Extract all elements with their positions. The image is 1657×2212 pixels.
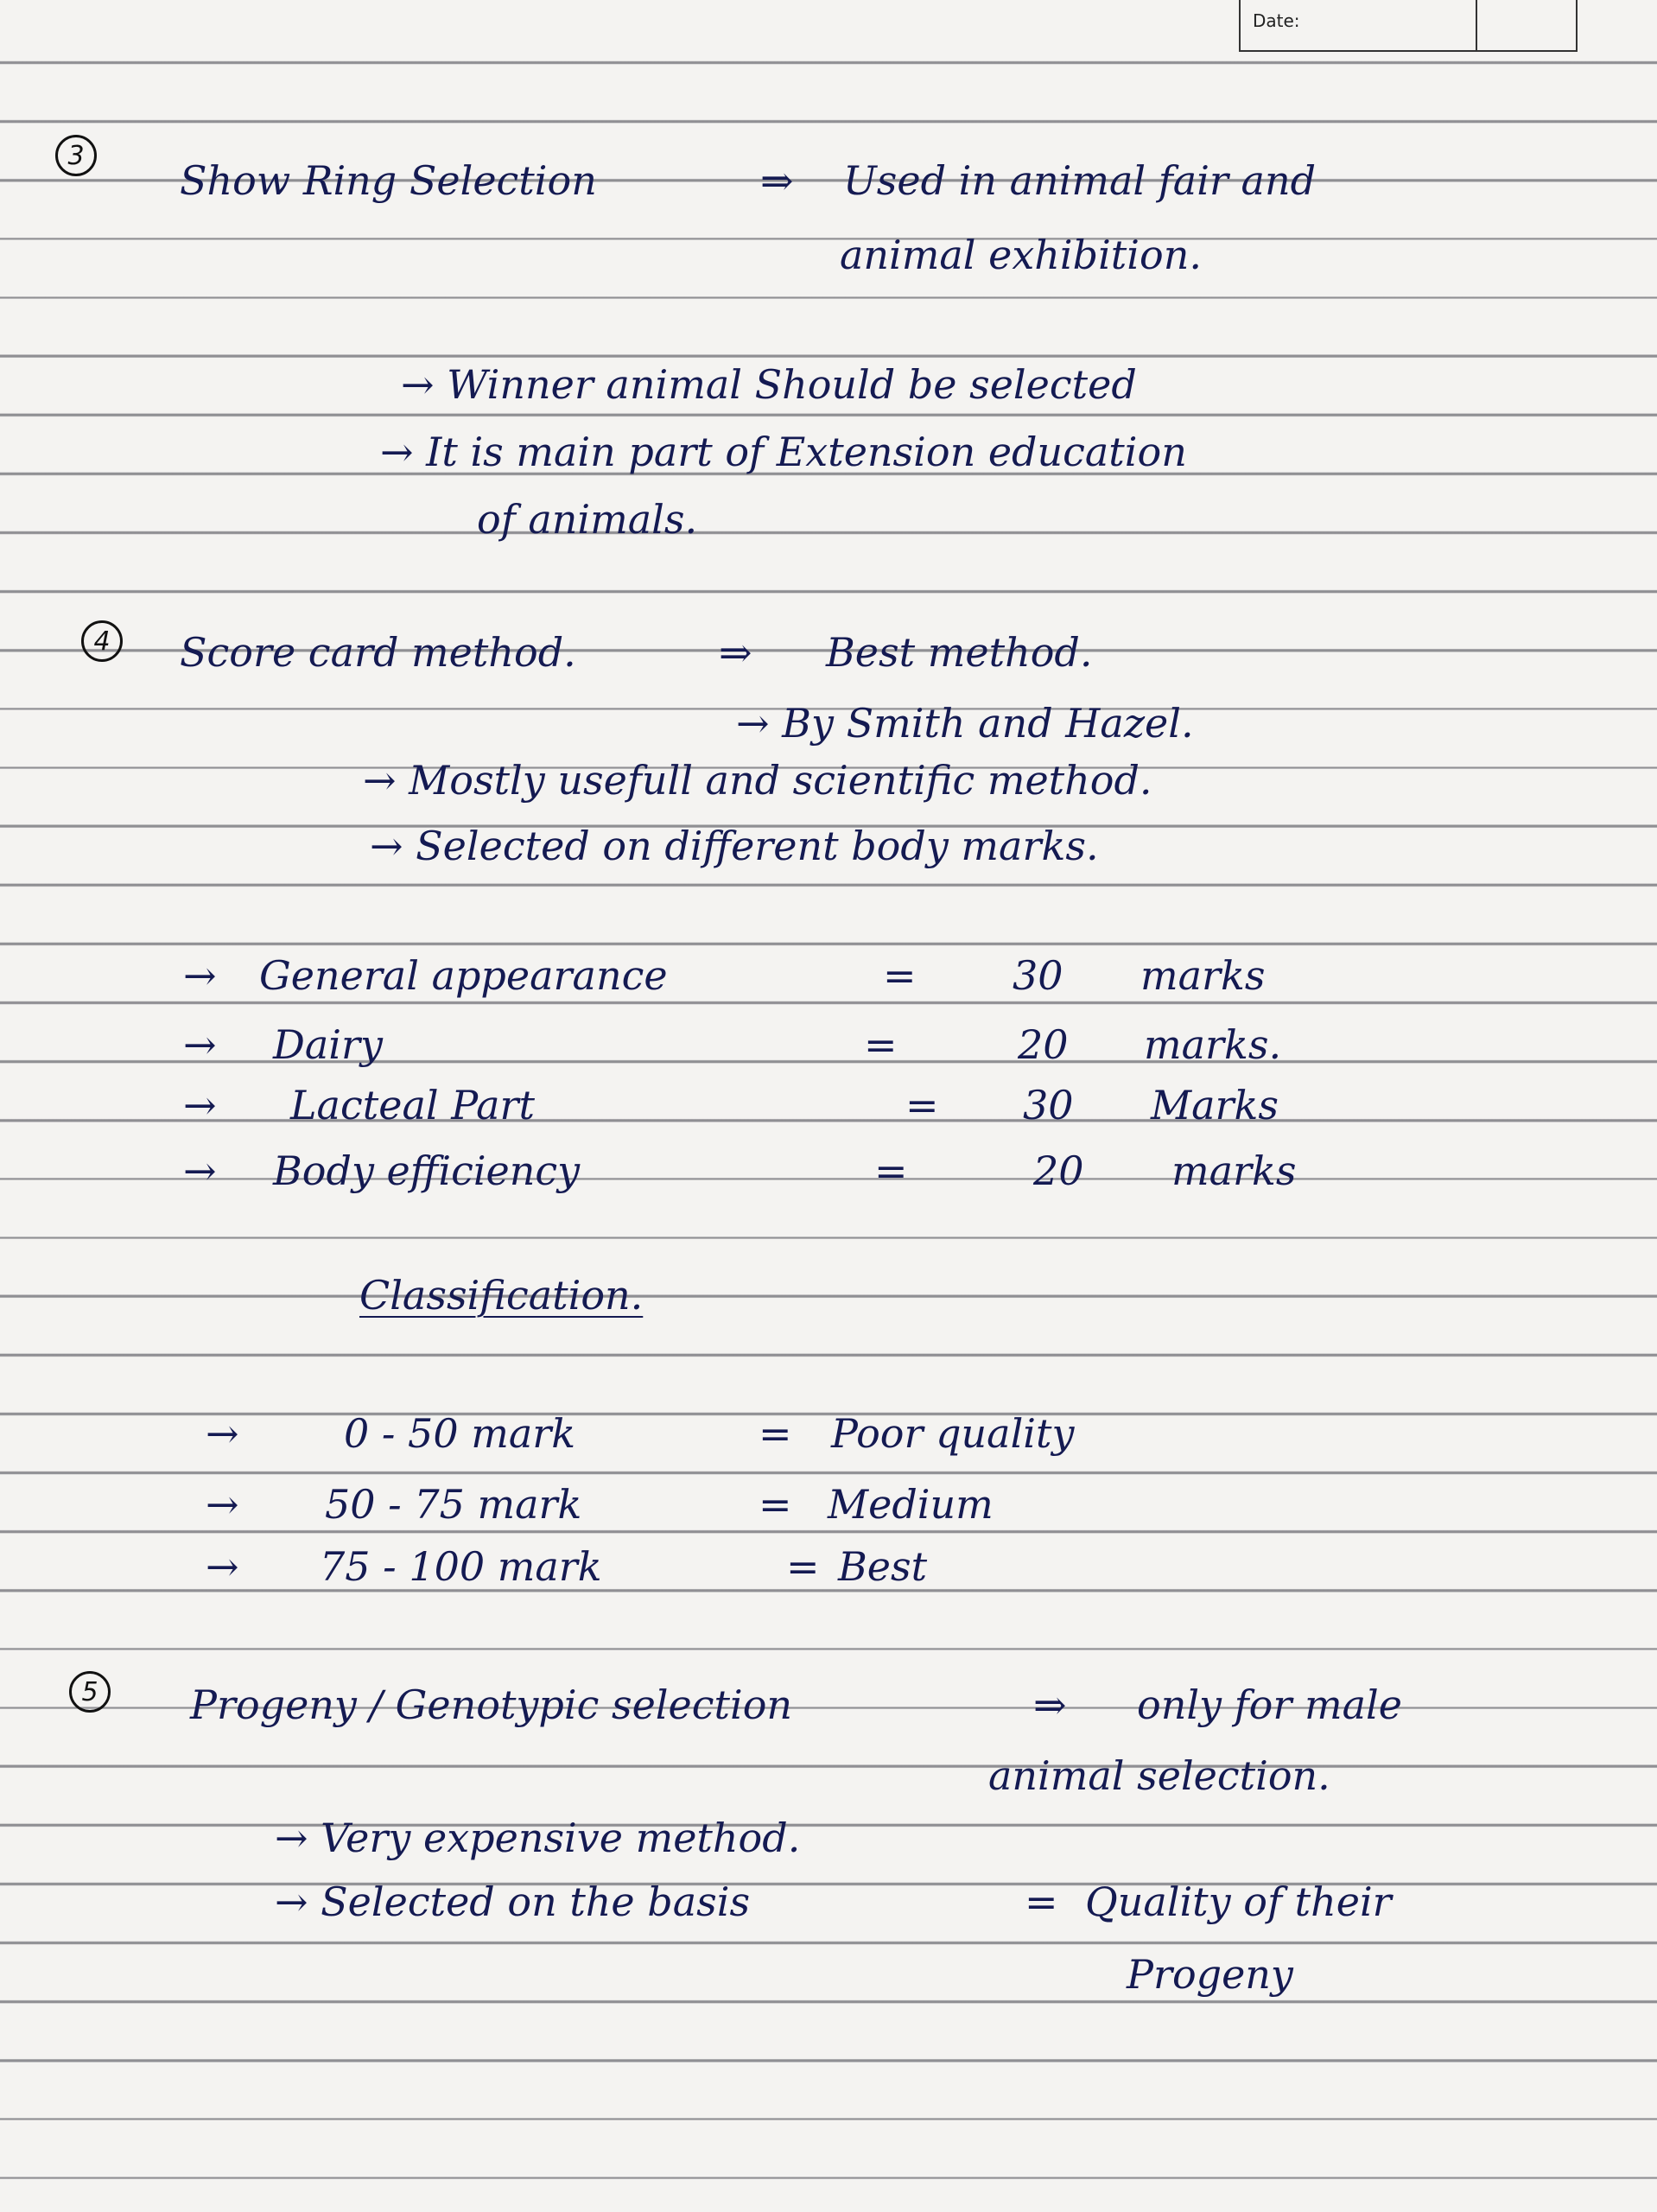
class-row-3-grade: Best [838, 1543, 928, 1590]
class-row-2-arrow: → [206, 1481, 239, 1528]
marks-row-4-value: 20 [1033, 1147, 1084, 1194]
section-5-desc-line2: animal selection. [988, 1752, 1330, 1799]
marks-row-1-arrow: → [183, 952, 217, 999]
class-row-3-eq: = [786, 1543, 820, 1590]
section-3-arrow: ⇒ [760, 157, 794, 204]
class-row-2-eq: = [759, 1481, 792, 1528]
marks-row-3-arrow: → [183, 1082, 217, 1128]
marks-row-2-unit: marks. [1144, 1021, 1282, 1068]
marks-row-2-value: 20 [1018, 1021, 1069, 1068]
marks-row-4-eq: = [874, 1147, 908, 1194]
section-4-title: Score card method. [180, 629, 576, 676]
marks-row-4-unit: marks [1171, 1147, 1297, 1194]
class-row-1-arrow: → [206, 1410, 239, 1457]
section-3-desc-line2: animal exhibition. [840, 232, 1202, 278]
class-row-1-eq: = [759, 1410, 792, 1457]
marks-row-2-arrow: → [183, 1021, 217, 1068]
marks-row-3-value: 30 [1023, 1082, 1074, 1128]
section-4-number: 4 [81, 620, 123, 662]
section-4-arrow: ⇒ [719, 629, 752, 676]
marks-row-3-item: Lacteal Part [290, 1082, 535, 1128]
class-row-2-range: 50 - 75 mark [325, 1481, 582, 1528]
marks-row-1-unit: marks [1140, 952, 1266, 999]
section-5-basis-line2: Progeny [1127, 1951, 1293, 1998]
marks-row-2-item: Dairy [273, 1021, 383, 1068]
marks-row-3-unit: Marks [1151, 1082, 1279, 1128]
classification-title: Classification. [359, 1272, 644, 1319]
date-label: Date: [1253, 10, 1300, 31]
marks-row-4-arrow: → [183, 1147, 217, 1194]
class-row-2-grade: Medium [828, 1481, 994, 1528]
section-3-point-2-line1: → It is main part of Extension education [380, 429, 1187, 475]
section-3-desc-line1: Used in animal fair and [843, 157, 1317, 204]
section-5-eq: = [1025, 1878, 1058, 1925]
section-5-title: Progeny / Genotypic selection [190, 1681, 793, 1728]
class-row-3-arrow: → [206, 1543, 239, 1590]
section-5-point-2: → Selected on the basis [275, 1878, 751, 1925]
section-5-number: 5 [69, 1671, 111, 1713]
date-box [1239, 0, 1578, 52]
section-3-point-1: → Winner animal Should be selected [401, 361, 1137, 408]
section-5-desc-line1: only for male [1137, 1681, 1402, 1728]
marks-row-3-eq: = [905, 1082, 939, 1128]
section-3-point-2-line2: of animals. [477, 496, 698, 543]
section-4-point-1: → Mostly usefull and scientific method. [363, 757, 1152, 804]
marks-row-1-eq: = [883, 952, 917, 999]
marks-row-4-item: Body efficiency [273, 1147, 581, 1194]
section-3-title: Show Ring Selection [180, 157, 597, 204]
section-4-by: → By Smith and Hazel. [736, 700, 1194, 747]
section-3-number: 3 [55, 135, 97, 176]
class-row-1-grade: Poor quality [831, 1410, 1075, 1457]
section-5-arrow: ⇒ [1033, 1681, 1067, 1728]
date-box-divider [1476, 0, 1477, 50]
class-row-3-range: 75 - 100 mark [320, 1543, 602, 1590]
marks-row-1-item: General appearance [259, 952, 668, 999]
class-row-1-range: 0 - 50 mark [344, 1410, 576, 1457]
section-5-point-1: → Very expensive method. [275, 1815, 801, 1861]
section-4-best: Best method. [826, 629, 1093, 676]
marks-row-1-value: 30 [1013, 952, 1063, 999]
section-5-basis-line1: Quality of their [1085, 1878, 1392, 1925]
marks-row-2-eq: = [864, 1021, 898, 1068]
section-4-point-2: → Selected on different body marks. [370, 823, 1099, 869]
